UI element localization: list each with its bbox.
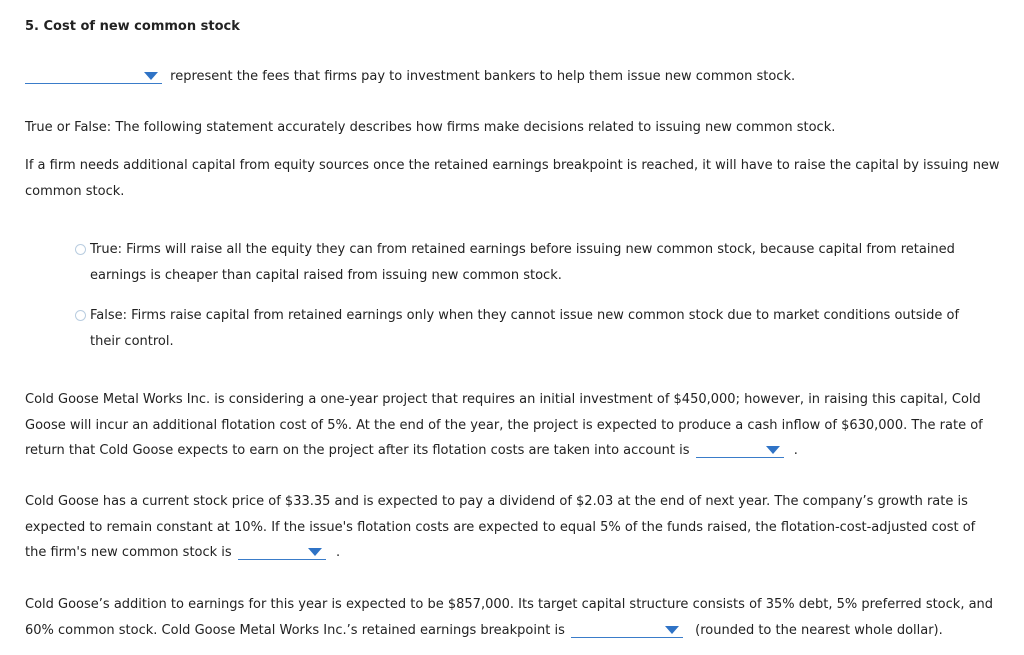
breakpoint-text: Cold Goose’s addition to earnings for this year is expected to be $857,000. Its target capital structure consists of 35% debt, 5% preferred stock, and 60% common stock. Cold Goose Metal Works Inc.’s retained earnings breakpoint is (25, 597, 994, 638)
section-title: 5. Cost of new common stock (25, 19, 240, 34)
fees-term-dropdown[interactable] (25, 66, 162, 84)
question-fees (25, 64, 1000, 90)
project-return-text: Cold Goose Metal Works Inc. is considering a one-year project that requires an initial investment of $450,000; however, in raising this capital, Cold Goose will incur an additional flotation cost of 5%. At the end of the year, the project is expected to produce a cash inflow of $630,000. The rate of return that Cold Goose expects to earn on the project after its flotation costs are taken into account is (25, 392, 983, 458)
question-project-return (25, 387, 1000, 464)
true-false-statement: If a firm needs additional capital from equity sources once the retained earnings breakpoint is reached, it will have to raise the capital by issuing new common stock. (25, 158, 1000, 199)
breakpoint-dropdown[interactable] (571, 620, 683, 638)
option-true[interactable] (90, 237, 970, 289)
fees-question-text: represent the fees that firms pay to investment bankers to help them issue new common stock. (170, 69, 796, 84)
breakpoint-end: (rounded to the nearest whole dollar). (695, 622, 943, 638)
option-false[interactable] (90, 303, 970, 355)
chevron-down-icon (766, 446, 780, 454)
project-return-end: . (793, 443, 798, 458)
radio-true[interactable] (75, 244, 86, 255)
project-return-dropdown[interactable] (696, 440, 784, 458)
option-false-label: False: Firms raise capital from retained earnings only when they cannot issue new common stock due to market conditions outside of their control. (90, 308, 960, 349)
true-false-prompt: True or False: The following statement accurately describes how firms make decisions related to issuing new common stock. (25, 120, 836, 135)
question-new-stock-cost (25, 489, 1000, 566)
new-stock-cost-end: . (335, 545, 341, 560)
chevron-down-icon (308, 548, 322, 556)
new-stock-cost-text: Cold Goose has a current stock price of $33.35 and is expected to pay a dividend of $2.03 at the end of next year. The company’s growth rate is expected to remain constant at 10%. If the issue's flotation costs are expected to equal 5% of the funds raised, the flotation-cost-adjusted cost of the firm's new common stock is (25, 494, 976, 560)
chevron-down-icon (665, 626, 679, 634)
question-breakpoint (25, 592, 1000, 643)
chevron-down-icon (144, 72, 158, 80)
radio-false[interactable] (75, 310, 86, 321)
option-true-label: True: Firms will raise all the equity they can from retained earnings before issuing new common stock, because capital from retained earnings is cheaper than capital raised from issuing new common stock. (90, 242, 955, 283)
new-stock-cost-dropdown[interactable] (238, 542, 326, 560)
